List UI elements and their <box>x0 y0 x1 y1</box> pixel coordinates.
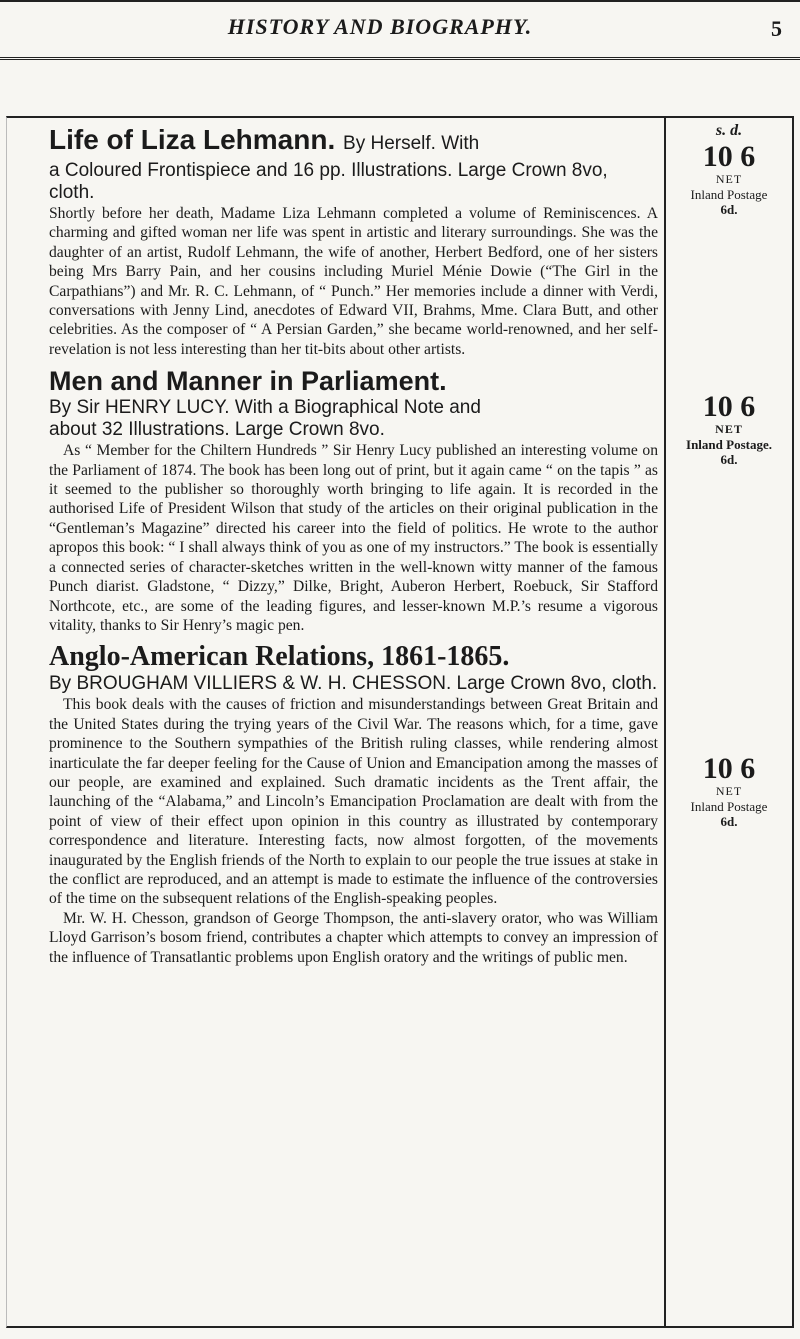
entry-title: Anglo-American Relations, 1861-1865. <box>49 641 510 673</box>
price-postage-amount: 6d. <box>720 452 738 467</box>
entry-anglo-american <box>49 641 658 967</box>
entry-paragraph: Mr. W. H. Chesson, grandson of George Thompson, the anti-slavery orator, who was William Lloyd Garrison’s bosom friend, contributes a chapter which attempts to convey an impression of the influence of Transatlantic problems upon English oratory and the writings of public men. <box>49 909 658 966</box>
catalogue-body <box>6 116 664 1328</box>
price-amount: 10 6 <box>702 390 756 423</box>
entry-author: By Herself. With <box>343 133 480 154</box>
price-postage-label: Inland Postage. <box>686 437 772 452</box>
price-amount: 10 6 <box>702 140 756 173</box>
price-net-label: NET <box>715 172 743 186</box>
entry-subtitle: a Coloured Frontispiece and 16 pp. Illustrations. Large Crown 8vo, cloth. <box>49 160 608 203</box>
entry-description <box>49 695 658 967</box>
price-amount: 10 6 <box>702 752 756 785</box>
running-head: HISTORY AND BIOGRAPHY. <box>227 14 533 39</box>
entry-paragraph: Shortly before her death, Madame Liza Lehmann completed a volume of Reminiscences. A charming and gifted woman ner life was spent in artistic and literary surroundings. She was the daughter of an artist, Rudolf Lehmann, the wife of another, Herbert Bedford, one of her sisters being Mrs Barry Pain, and her cousins including Muriel Ménie Dowie (“The Girl in the Carpathians”) and Mr. R. C. Lehmann, of “ Punch.” Her memories include a dinner with Verdi, conversations with Jenny Lind, anecdotes of Edward VII, Brahms, Mme. Clara Butt, and other celebrities. As the composer of “ A Persian Garden,” she became world-renowned, and her self-revelation is not less interesting than her tit-bits about other artists. <box>49 205 658 358</box>
entry-heading <box>49 124 658 160</box>
entry-subtitle: By BROUGHAM VILLIERS & W. H. CHESSON. Large Crown 8vo, cloth. <box>49 673 658 695</box>
price-postage-amount: 6d. <box>720 202 738 217</box>
price-entry-1 <box>666 142 792 217</box>
price-net-label: NET <box>715 784 743 798</box>
entry-title: Men and Manner in Parliament. <box>49 366 447 397</box>
price-postage-label: Inland Postage <box>690 799 768 814</box>
entry-author: By Sir HENRY LUCY. With a Biographical Note and <box>49 397 481 419</box>
price-postage-amount: 6d. <box>720 814 738 829</box>
entry-paragraph: This book deals with the causes of friction and misunderstandings between Great Britain and the United States during the trying years of the Civil War. The reasons which, for a time, gave prominence to the Southern sympathies of the British ruling classes, while rendering almost inarticulate the far deeper feeling for the Cause of Union and Emancipation among the masses of our people, are examined and explained. Such dramatic incidents as the Trent affair, the launching of the “Alabama,” and Lincoln’s Emancipation Proclamation are dealt with from the point of view of their effect upon opinion in this country as illustrated by contemporary correspondence and literature. Interesting facts, now almost forgotten, of the movements inaugurated by the English friends of the North to explain to our people the true issues at stake in the conflict are reproduced, and an attempt is made to estimate the influence of the controversies of the time on the subsequent relations of the English-speaking peoples. <box>49 696 658 908</box>
entry-paragraph: As “ Member for the Chiltern Hundreds ” Sir Henry Lucy published an interesting volume on the Parliament of 1874. The book has been long out of print, but it again came “ on the tapis ” as it seemed to the publisher so thoroughly worth bringing to life again. It is recorded in the authorised Life of President Wilson that study of the articles on their original publication in the “Gentleman’s Magazine” directed his career into the field of politics. He wrote to the author apropos this book: “ I shall always think of you as one of my instructors.” The book is essentially a connected series of character-sketches written in the well-known witty manner of the famous Punch diarist. Gladstone, “ Dizzy,” Dilke, Bright, Auberon Herbert, Roebuck, Sir Stafford Northcote, etc., are some of the leading figures, and lesser-known M.P.’s resume a vigorous vitality, thanks to Sir Henry’s magic pen. <box>49 442 658 634</box>
price-entry-2 <box>666 392 792 467</box>
currency-header: s. d. <box>715 122 743 139</box>
page-number: 5 <box>771 16 782 41</box>
entry-subtitle: about 32 Illustrations. Large Crown 8vo. <box>49 419 385 441</box>
price-column <box>664 116 794 1328</box>
price-postage-label: Inland Postage <box>690 187 768 202</box>
entry-description <box>49 204 658 359</box>
entry-heading <box>49 365 658 397</box>
entry-liza-lehmann <box>49 124 658 359</box>
price-currency-header <box>666 122 792 140</box>
price-entry-3 <box>666 754 792 829</box>
page-header <box>0 0 800 60</box>
entry-men-and-manner <box>49 365 658 635</box>
entry-title: Life of Liza Lehmann. <box>49 124 336 155</box>
entry-heading <box>49 641 658 673</box>
entry-description <box>49 441 658 635</box>
price-net-label: NET <box>715 422 743 436</box>
